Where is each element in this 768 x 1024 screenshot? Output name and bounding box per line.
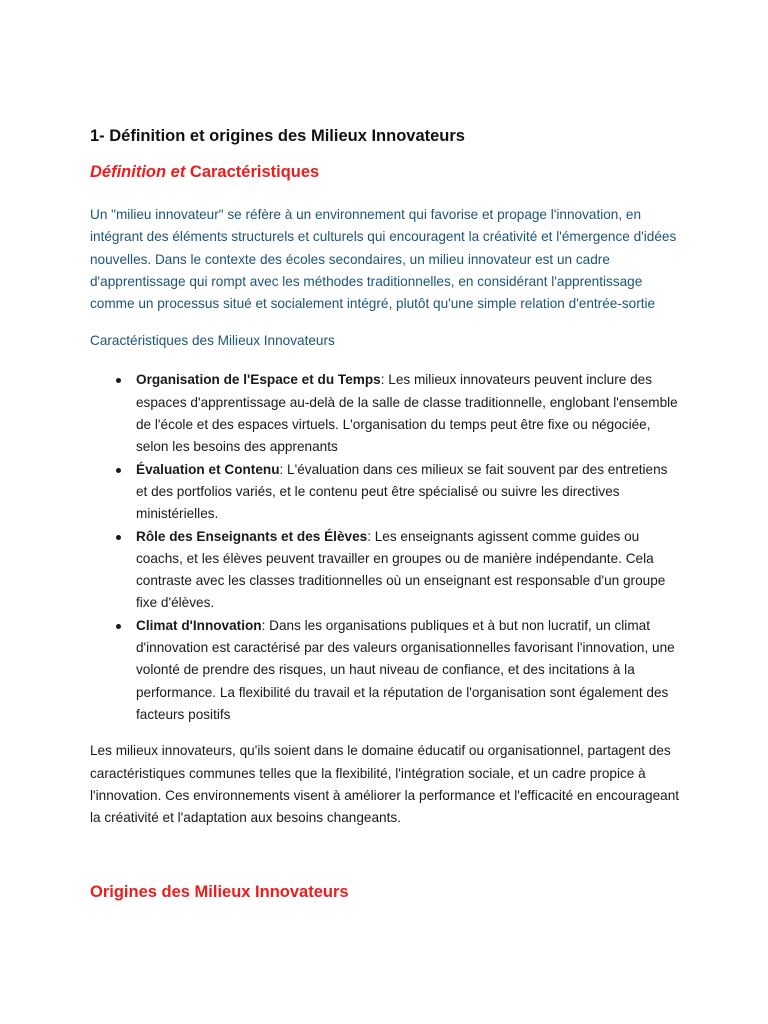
section-title: 1- Définition et origines des Milieux Innovateurs bbox=[90, 127, 465, 145]
origins-heading: Origines des Milieux Innovateurs bbox=[90, 883, 349, 902]
bullet-icon bbox=[116, 624, 121, 629]
list-item-text: : Les enseignants agissent comme guides ou coachs, et les élèves peuvent travailler en groupes ou de manière indépendante. Cela contraste avec les classes traditionnelles où un enseignant est responsable d'un groupe fixe d'élèves. bbox=[136, 528, 666, 611]
conclusion-paragraph: Les milieux innovateurs, qu'ils soient dans le domaine éducatif ou organisationnel, partagent des caractéristiques communes telles que la flexibilité, l'intégration sociale, et un cadre propice à l'innovation. Ces environnements visent à améliorer la performance et l'efficacité en encourageant la créativité et l'adaptation aux besoins changeants. bbox=[90, 743, 680, 826]
bullet-icon bbox=[116, 535, 121, 540]
definition-heading-italic: Définition et bbox=[90, 163, 186, 181]
definition-paragraph: Un "milieu innovateur" se réfère à un environnement qui favorise et propage l'innovation, en intégrant des éléments structurels et culturels qui encouragent la créativité et l'émergence d'idées nouvelles. Dans le contexte des écoles secondaires, un milieu innovateur est un cadre d'apprentissage qui rompt avec les méthodes traditionnelles, en considérant l'apprentissage comme un processus situé et socialement intégré, plutôt qu'une simple relation d'entrée-sortie bbox=[90, 207, 677, 312]
definition-heading bbox=[90, 162, 680, 182]
list-item bbox=[90, 369, 680, 458]
bullet-icon bbox=[116, 378, 121, 383]
list-item bbox=[90, 459, 680, 526]
list-item-text: : Les milieux innovateurs peuvent inclure des espaces d'apprentissage au-delà de la salle de classe traditionnelle, englobant l'ensemble de l'école et des espaces virtuels. L'organisation du temps peut être fixe ou négociée, selon les besoins des apprenants bbox=[136, 372, 678, 455]
list-item-term: Rôle des Enseignants et des Élèves bbox=[136, 528, 368, 544]
list-item-text: : Dans les organisations publiques et à but non lucratif, un climat d'innovation est caractérisé par des valeurs organisationnelles favorisant l'innovation, une volonté de prendre des risques, un haut niveau de confiance, et des incitations à la performance. La flexibilité du travail et la réputation de l'organisation sont également des facteurs positifs bbox=[136, 617, 675, 722]
list-item-text: : L'évaluation dans ces milieux se fait souvent par des entretiens et des portfolios variés, et le contenu peut être spécialisé ou suivre les directives ministérielles. bbox=[136, 461, 668, 522]
bullet-icon bbox=[116, 468, 121, 473]
list-item-term: Climat d'Innovation bbox=[136, 617, 262, 633]
list-item-term: Organisation de l'Espace et du Temps bbox=[136, 372, 381, 388]
list-item-term: Évaluation et Contenu bbox=[136, 461, 280, 477]
definition-heading-rest: Caractéristiques bbox=[185, 163, 320, 181]
document-page bbox=[90, 126, 680, 902]
characteristics-list bbox=[90, 369, 680, 726]
list-item bbox=[90, 615, 680, 726]
characteristics-heading: Caractéristiques des Milieux Innovateurs bbox=[90, 333, 335, 349]
list-item bbox=[90, 526, 680, 615]
